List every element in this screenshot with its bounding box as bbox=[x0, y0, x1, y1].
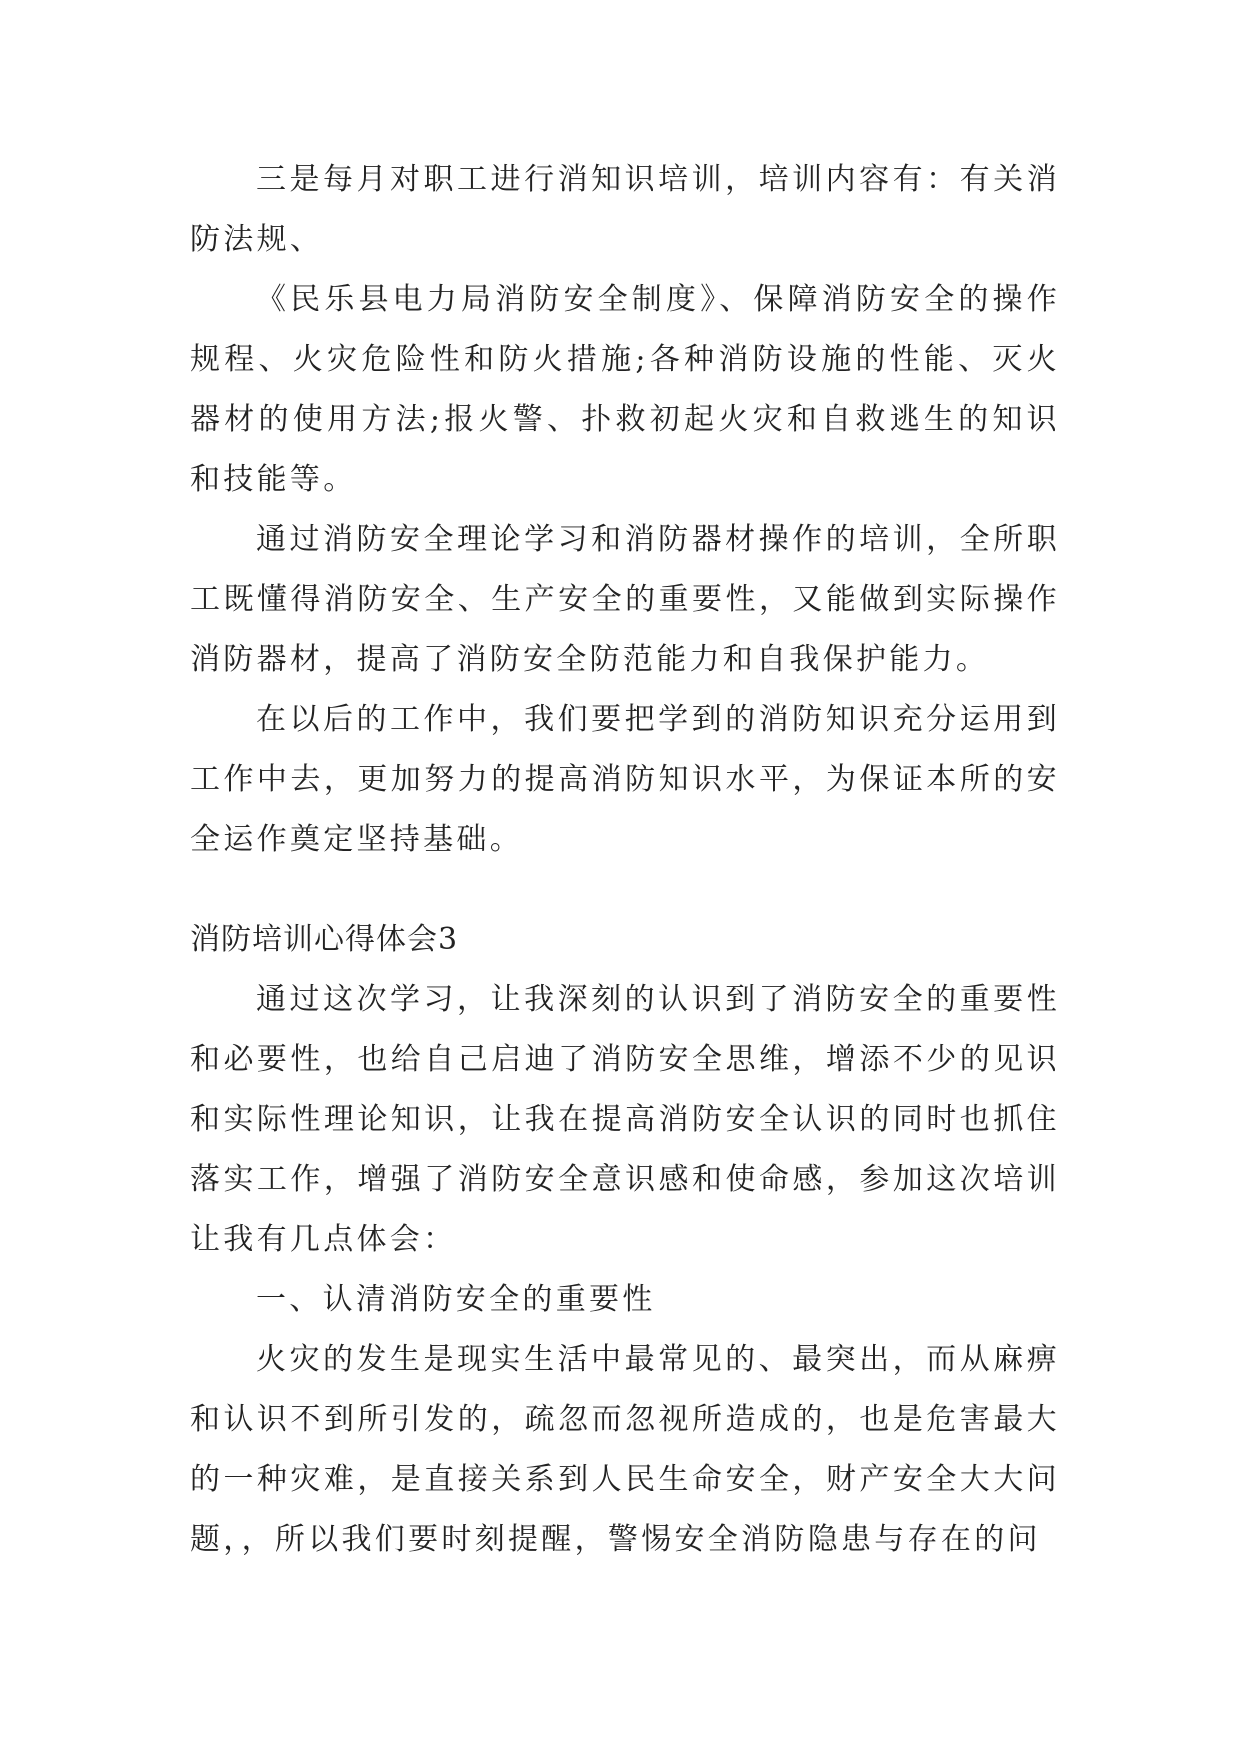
subsection-heading: 一、认清消防安全的重要性 bbox=[256, 1282, 656, 1317]
paragraph-learning-insight: 通过这次学习，让我深刻的认识到了消防安全的重要性和必要性，也给自己启迪了消防安全思维，增添不少的见识和实际性理论知识，让我在提高消防安全认识的同时也抓住落实工作，增强了消防安全意识感和使命感，参加这次培训让我有几点体会： bbox=[190, 982, 1060, 1257]
section-heading: 消防培训心得体会3 bbox=[190, 922, 459, 957]
paragraph-fire-danger: 火灾的发生是现实生活中最常见的、最突出，而从麻痹和认识不到所引发的，疏忽而忽视所造成的，也是危害最大的一种灾难，是直接关系到人民生命安全，财产安全大大问题，，所以我们要时刻提醒，警惕安全消防隐患与存在的问 bbox=[190, 1342, 1060, 1557]
paragraph-training-results: 通过消防安全理论学习和消防器材操作的培训，全所职工既懂得消防安全、生产安全的重要性，又能做到实际操作消防器材，提高了消防安全防范能力和自我保护能力。 bbox=[190, 522, 1060, 677]
paragraph-training-topics: 《民乐县电力局消防安全制度》、保障消防安全的操作规程、火灾危险性和防火措施;各种消防设施的性能、灭火器材的使用方法;报火警、扑救初起火灾和自救逃生的知识和技能等。 bbox=[190, 282, 1060, 497]
paragraph-future-work: 在以后的工作中，我们要把学到的消防知识充分运用到工作中去，更加努力的提高消防知识水平，为保证本所的安全运作奠定坚持基础。 bbox=[190, 702, 1060, 857]
paragraph-training-content: 三是每月对职工进行消知识培训，培训内容有：有关消防法规、 bbox=[190, 162, 1060, 257]
